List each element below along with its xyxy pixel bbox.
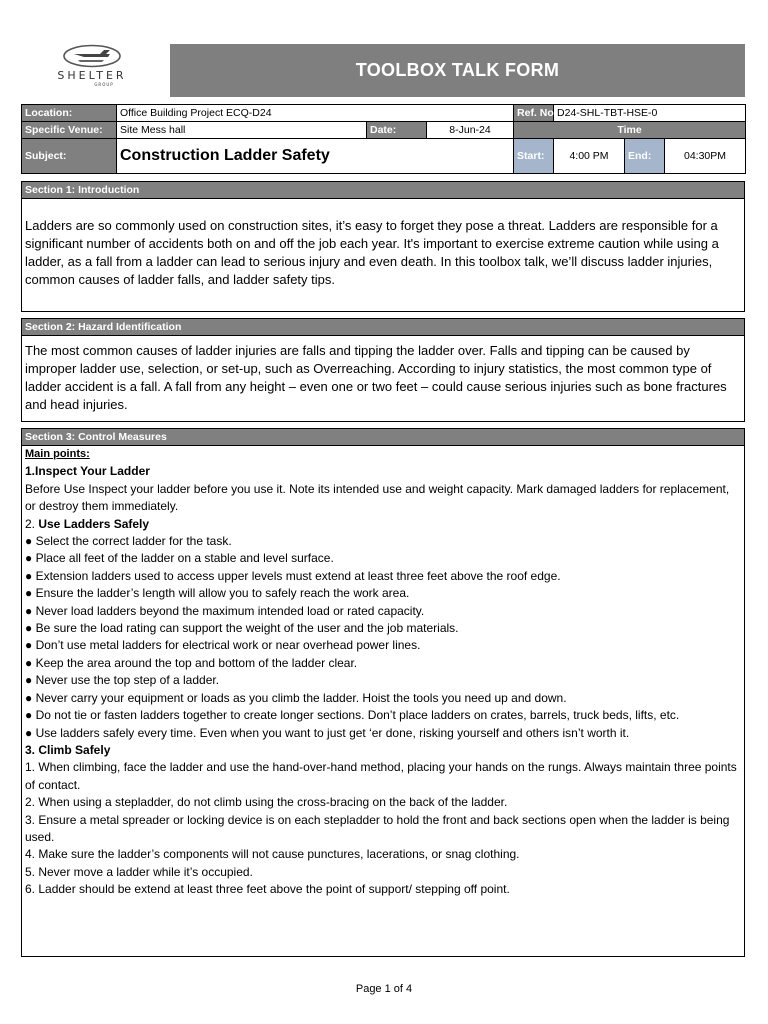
use-item: ● Extension ladders used to access upper levels must extend at least three feet above the roof edge.: [25, 568, 561, 583]
shelter-logo-icon: [60, 44, 124, 68]
ref-value: D24-SHL-TBT-HSE-0: [554, 105, 746, 122]
inspect-text: Before Use Inspect your ladder before you use it. Note its intended use and weight capacity. Mark damaged ladders for replacement, or destroy them immediately.: [25, 481, 730, 514]
start-label: Start:: [514, 139, 554, 174]
section3-body: [21, 446, 745, 957]
use-item: ● Be sure the load rating can support the weight of the user and the job materials.: [25, 621, 459, 636]
logo-wordmark: SHELTER: [57, 69, 127, 82]
venue-value: Site Mess hall: [117, 122, 367, 139]
form-title: TOOLBOX TALK FORM: [170, 44, 745, 97]
subject-value: Construction Ladder Safety: [117, 139, 514, 174]
climb-item: 3. Ensure a metal spreader or locking device is on each stepladder to hold the front and back sections open when the ladder is being used.: [25, 812, 730, 844]
climb-item: 2. When using a stepladder, do not climb using the cross-bracing on the back of the ladder.: [25, 795, 508, 810]
date-value: 8-Jun-24: [427, 122, 514, 139]
logo-subtitle: GROUP: [94, 82, 114, 87]
section3-heading: Section 3: Control Measures: [21, 428, 745, 446]
company-logo: [30, 44, 154, 94]
use-item: ● Select the correct ladder for the task.: [25, 534, 232, 549]
use-item: ● Never carry your equipment or loads as you climb the ladder. Hoist the tools you need up and down.: [25, 690, 567, 705]
climb-item: 1. When climbing, face the ladder and use the hand-over-hand method, placing your hands on the rungs. Always maintain three points of contact.: [25, 760, 737, 792]
main-points-label: Main points:: [25, 448, 90, 460]
climb-item: 4. Make sure the ladder’s components will not cause punctures, lacerations, or snag clothing.: [25, 847, 520, 862]
climb-item: 6. Ladder should be extend at least three feet above the point of support/ stepping off point.: [25, 882, 510, 897]
use-prefix: 2.: [25, 516, 39, 531]
use-item: ● Do not tie or fasten ladders together to create longer sections. Don’t place ladders on crates, barrels, truck beds, lifts, etc.: [25, 708, 680, 723]
climb-title: 3. Climb Safely: [25, 742, 111, 757]
end-value: 04:30PM: [665, 139, 746, 174]
start-value: 4:00 PM: [554, 139, 625, 174]
ref-label: Ref. No.:: [514, 105, 554, 122]
use-item: ● Never load ladders beyond the maximum intended load or rated capacity.: [25, 603, 425, 618]
use-item: ● Keep the area around the top and bottom of the ladder clear.: [25, 655, 358, 670]
use-heading: [25, 516, 741, 533]
climb-item: 5. Never move a ladder while it’s occupied.: [25, 864, 253, 879]
date-label: Date:: [367, 122, 427, 139]
section1-text: Ladders are so commonly used on construction sites, it’s easy to forget they pose a threat. Ladders are responsible for a significant number of accidents both on and off the job each year. It's important to exercise extreme caution while using a ladder, as a fall from a ladder can lead to serious injury and even death. In this toolbox talk, we’ll discuss ladder injuries, common causes of ladder falls, and ladder safety tips.: [25, 218, 719, 287]
section1-heading: Section 1: Introduction: [21, 181, 745, 199]
section1-body: [21, 199, 745, 312]
subject-label: Subject:: [22, 139, 117, 174]
use-item: ● Use ladders safely every time. Even when you want to just get ‘er done, risking yourself and others isn’t worth it.: [25, 725, 630, 740]
use-item: ● Don’t use metal ladders for electrical work or near overhead power lines.: [25, 638, 421, 653]
use-title: Use Ladders Safely: [38, 516, 150, 531]
use-item: ● Place all feet of the ladder on a stable and level surface.: [25, 551, 334, 566]
section2-body: [21, 336, 745, 422]
header-table: [21, 104, 746, 174]
inspect-title: 1.Inspect Your Ladder: [25, 464, 150, 479]
time-label: Time: [514, 122, 746, 139]
section2-heading: Section 2: Hazard Identification: [21, 318, 745, 336]
use-item: ● Never use the top step of a ladder.: [25, 673, 220, 688]
section2-text: The most common causes of ladder injuries are falls and tipping the ladder over. Falls and tipping can be caused by improper ladder use, selection, or set-up, such as Overreaching. According to injury statistics, the most common type of ladder accident is a fall. A fall from any height – even one or two feet – could cause serious injuries such as bone fractures and head injuries.: [25, 343, 727, 412]
location-label: Location:: [22, 105, 117, 122]
page-number: Page 1 of 4: [355, 983, 413, 995]
venue-label: Specific Venue:: [22, 122, 117, 139]
use-item: ● Ensure the ladder’s length will allow you to safely reach the work area.: [25, 586, 410, 601]
location-value: Office Building Project ECQ-D24: [117, 105, 514, 122]
end-label: End:: [625, 139, 665, 174]
